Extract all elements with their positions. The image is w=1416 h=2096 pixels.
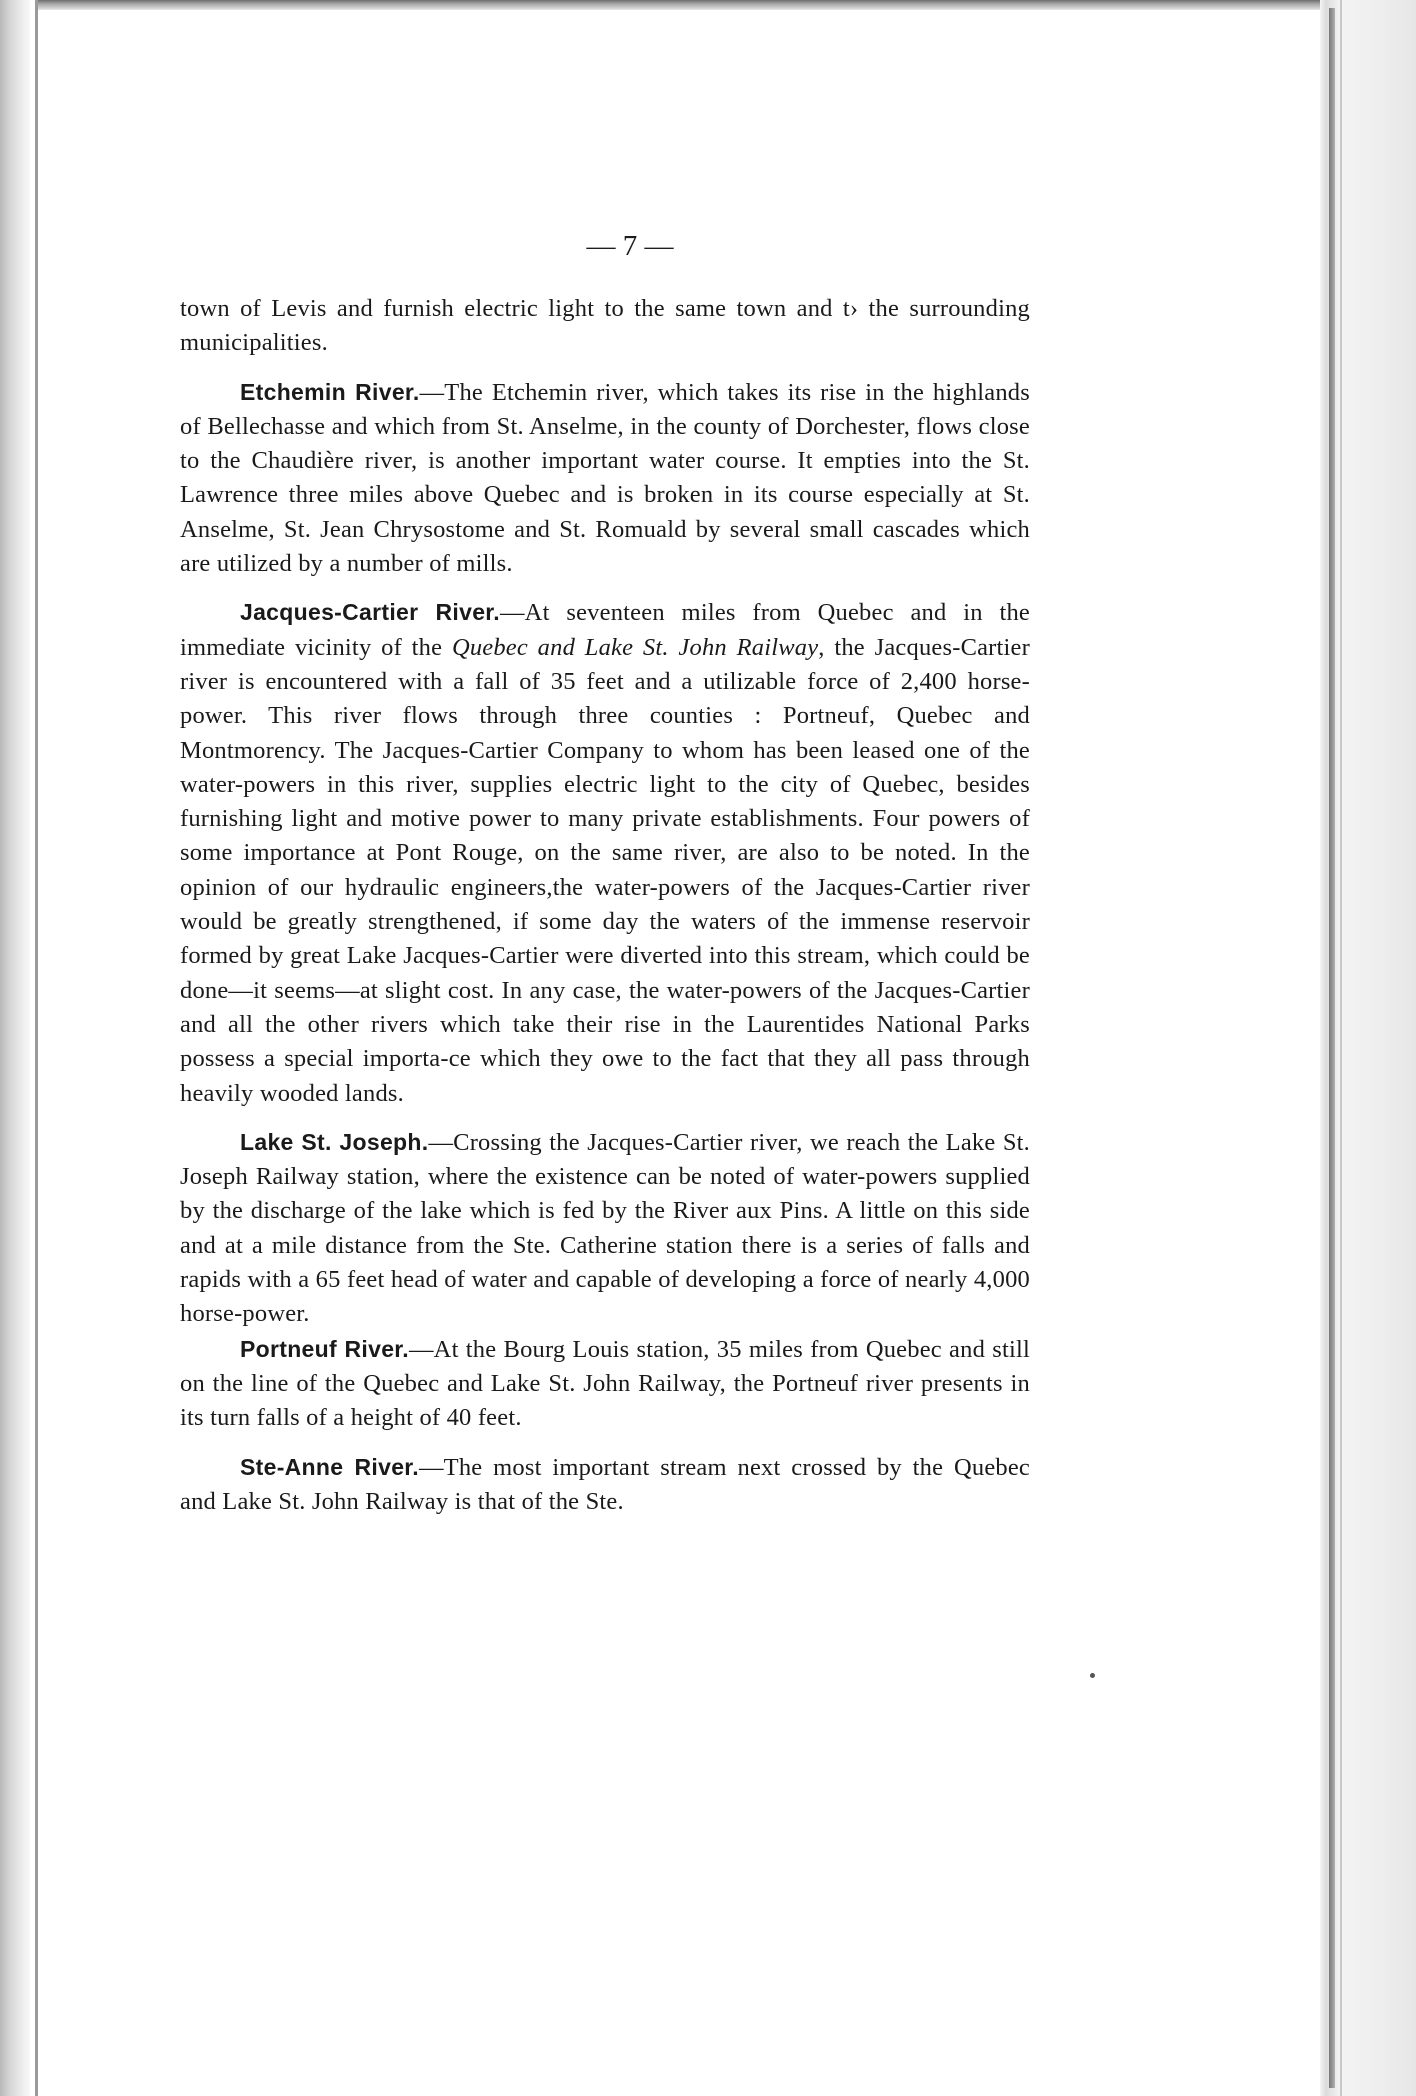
page-right-border bbox=[1329, 8, 1335, 2088]
paragraph-text: town of Levis and furnish electric light to the same town and t› the surrounding municipalities. bbox=[180, 295, 1030, 357]
body-text bbox=[180, 292, 1030, 1519]
paragraph-levis-continuation bbox=[180, 292, 1030, 361]
paragraph-etchemin-river bbox=[180, 375, 1030, 582]
ink-speck bbox=[1090, 1673, 1095, 1678]
paragraph-lake-st-joseph bbox=[180, 1125, 1030, 1332]
paragraph-text: —At the Bourg Louis station, 35 miles from Quebec and still on the line of the Quebec and Lake St. John Railway, the Portneuf river presents in its turn falls of a height of 40 feet. bbox=[180, 1335, 1030, 1432]
paragraph-text: , the Jacques-Cartier river is encountered with a fall of 35 feet and a utilizable force of 2,400 horse-power. This river flows through three counties : Portneuf, Quebec and Montmorency. The Jacques-Cartier Company to whom has been leased one of the water-powers in this river, supplies electric light to the city of Quebec, besides furnishing light and motive power to many private establishments. Four powers of some importance at Pont Rouge, on the same river, are also to be noted. In the opinion of our hydraulic engineers,the water-powers of the Jacques-Cartier river would be greatly strengthened, if some day the waters of the immense reservoir formed by great Lake Jacques-Cartier were diverted into this stream, which could be done—it seems—at slight cost. In any case, the water-powers of the Jacques-Cartier and all the other rivers which take their rise in the Laurentides National Parks possess a special importa-ce which they owe to the fact that they all pass through heavily wooded lands. bbox=[180, 633, 1030, 1107]
paragraph-text: —The most important stream next crossed by the Quebec and Lake St. John Railway is that of the Ste. bbox=[180, 1453, 1030, 1515]
paragraph-text: —At seventeen miles from Quebec and in the immediate vicinity of the bbox=[180, 599, 1030, 661]
page-right-border-inner bbox=[1340, 0, 1342, 2096]
railway-name-italic: Quebec and Lake St. John Railway bbox=[451, 633, 819, 661]
section-heading-etchemin: Etchemin River. bbox=[240, 378, 420, 405]
paragraph-text: —The Etchemin river, which takes its rise in the highlands of Bellechasse and which from St. Anselme, in the county of Dorchester, flows close to the Chaudière river, is another important water course. It empties into the St. Lawrence three miles above Quebec and is broken in its course especially at St. Anselme, St. Jean Chrysostome and St. Romuald by several small cascades which are utilized by a number of mills. bbox=[180, 378, 1030, 578]
section-heading-portneuf: Portneuf River. bbox=[240, 1335, 409, 1362]
page-number: — 7 — bbox=[586, 230, 674, 262]
section-heading-jacques-cartier: Jacques-Cartier River. bbox=[240, 599, 500, 626]
section-heading-lake-st-joseph: Lake St. Joseph. bbox=[240, 1128, 429, 1155]
page-left-border bbox=[35, 0, 38, 2096]
page-top-shadow bbox=[38, 0, 1338, 10]
section-heading-ste-anne: Ste-Anne River. bbox=[240, 1453, 419, 1480]
paragraph-portneuf-river bbox=[180, 1332, 1030, 1436]
paragraph-ste-anne-river bbox=[180, 1450, 1030, 1520]
paragraph-jacques-cartier-river bbox=[180, 595, 1030, 1110]
page-left-shadow bbox=[0, 0, 30, 2096]
paragraph-text: —Crossing the Jacques-Cartier river, we reach the Lake St. Joseph Railway station, where the existence can be noted of water-powers supplied by the discharge of the lake which is fed by the River aux Pins. A little on this side and at a mile distance from the Ste. Catherine station there is a series of falls and rapids with a 65 feet head of water and capable of developing a force of nearly 4,000 horse-power. bbox=[180, 1128, 1030, 1328]
